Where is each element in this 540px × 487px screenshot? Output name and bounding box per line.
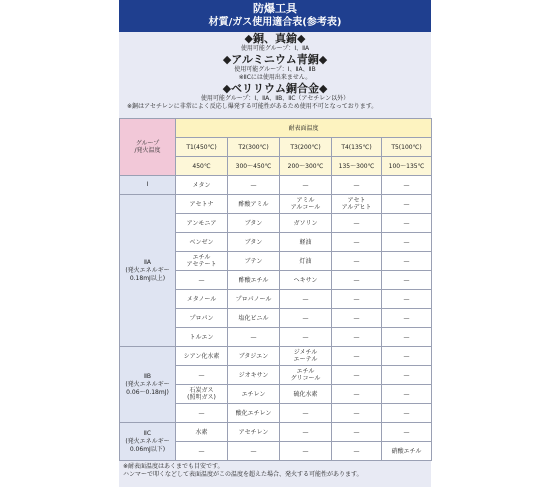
gas-cell: ガソリン bbox=[280, 214, 332, 233]
gas-cell: エチレン bbox=[228, 385, 280, 404]
temp-class-header: T3(200℃) bbox=[280, 138, 332, 157]
gas-cell: — bbox=[382, 271, 432, 290]
title-banner bbox=[119, 0, 431, 32]
temp-range-header: 300～450℃ bbox=[228, 157, 280, 176]
gas-cell: — bbox=[332, 233, 382, 252]
gas-cell: エチル アセテート bbox=[176, 252, 228, 271]
gas-cell: — bbox=[332, 404, 382, 423]
group-label: Ⅰ bbox=[120, 176, 176, 195]
material-name: ◆銅、真鍮◆ bbox=[244, 32, 306, 45]
gas-cell: — bbox=[382, 366, 432, 385]
gas-cell: — bbox=[228, 176, 280, 195]
gas-cell: — bbox=[228, 328, 280, 347]
footer-note bbox=[119, 461, 431, 487]
gas-cell: プロパン bbox=[176, 309, 228, 328]
gas-cell: 酢酸アミル bbox=[228, 195, 280, 214]
temp-range-header: 450℃ bbox=[176, 157, 228, 176]
temp-range-header: 135～300℃ bbox=[332, 157, 382, 176]
gas-cell: ブタン bbox=[228, 214, 280, 233]
gas-cell: — bbox=[382, 385, 432, 404]
gas-cell: — bbox=[382, 347, 432, 366]
gas-cell: — bbox=[382, 328, 432, 347]
gas-cell: 硫化水素 bbox=[280, 385, 332, 404]
temp-range-header: 200～300℃ bbox=[280, 157, 332, 176]
temp-class-header: T5(100℃) bbox=[382, 138, 432, 157]
footer-line: ※耐表面温度はあくまでも目安です。 bbox=[123, 463, 224, 470]
gas-cell: アセチレン bbox=[228, 423, 280, 442]
gas-cell: アセトナ bbox=[176, 195, 228, 214]
gas-cell: 酸化エチレン bbox=[228, 404, 280, 423]
gas-cell: — bbox=[382, 309, 432, 328]
gas-cell: — bbox=[332, 290, 382, 309]
gas-cell: トルエン bbox=[176, 328, 228, 347]
gas-cell: — bbox=[280, 328, 332, 347]
page-subtitle: 材質/ガス使用適合表(参考表) bbox=[208, 17, 342, 28]
material-groups: 使用可能グループ：Ⅰ、ⅡA、ⅡB、ⅡC（アセチレン以外） bbox=[200, 95, 350, 102]
gas-cell: — bbox=[382, 233, 432, 252]
temp-class-header: T4(135℃) bbox=[332, 138, 382, 157]
table-row bbox=[120, 195, 432, 214]
gas-cell: — bbox=[332, 442, 382, 461]
gas-cell: プロパノール bbox=[228, 290, 280, 309]
gas-cell: — bbox=[382, 195, 432, 214]
gas-cell: 軽油 bbox=[280, 233, 332, 252]
gas-cell: メタノール bbox=[176, 290, 228, 309]
gas-cell: — bbox=[382, 176, 432, 195]
gas-cell: 酢酸エチル bbox=[228, 271, 280, 290]
group-header: グループ /発火温度 bbox=[120, 119, 176, 176]
gas-cell: 灯油 bbox=[280, 252, 332, 271]
gas-cell: — bbox=[280, 309, 332, 328]
gas-cell: — bbox=[382, 290, 432, 309]
group-label: ⅡC (発火エネルギー 0.06mJ以下) bbox=[120, 423, 176, 461]
material-name: ◆ベリリウム銅合金◆ bbox=[222, 82, 328, 95]
material-note: ※ⅡCには使用出来ません。 bbox=[238, 74, 312, 81]
gas-cell: — bbox=[332, 385, 382, 404]
group-label: ⅡA (発火エネルギー 0.18mJ以上) bbox=[120, 195, 176, 347]
gas-cell: 硝酸エチル bbox=[382, 442, 432, 461]
gas-cell: — bbox=[228, 442, 280, 461]
gas-cell: メタン bbox=[176, 176, 228, 195]
compatibility-table bbox=[119, 118, 432, 461]
gas-cell: エチル グリコール bbox=[280, 366, 332, 385]
gas-cell: — bbox=[332, 271, 382, 290]
material-info bbox=[119, 32, 431, 118]
gas-cell: — bbox=[176, 404, 228, 423]
gas-cell: — bbox=[332, 309, 382, 328]
gas-cell: アンモニア bbox=[176, 214, 228, 233]
gas-cell: — bbox=[332, 252, 382, 271]
gas-cell: シアン化水素 bbox=[176, 347, 228, 366]
material-groups: 使用可能グループ：Ⅰ、ⅡA、ⅡB bbox=[234, 66, 316, 73]
gas-cell: ベンゼン bbox=[176, 233, 228, 252]
table-row bbox=[120, 176, 432, 195]
footer-line: ハンマーで叩くなどして表面温度がこの温度を超えた場合、発火する可能性があります。 bbox=[123, 471, 363, 478]
gas-cell: — bbox=[332, 366, 382, 385]
gas-cell: ブタン bbox=[228, 233, 280, 252]
gas-cell: ブタジエン bbox=[228, 347, 280, 366]
gas-cell: アミル アルコール bbox=[280, 195, 332, 214]
gas-cell: — bbox=[382, 423, 432, 442]
gas-cell: 石炭ガス (照明ガス) bbox=[176, 385, 228, 404]
gas-cell: — bbox=[280, 404, 332, 423]
gas-cell: — bbox=[332, 347, 382, 366]
temp-class-header: T1(450℃) bbox=[176, 138, 228, 157]
gas-cell: — bbox=[176, 442, 228, 461]
gas-cell: — bbox=[382, 404, 432, 423]
gas-cell: — bbox=[176, 271, 228, 290]
gas-cell: — bbox=[332, 176, 382, 195]
material-groups: 使用可能グループ：Ⅰ、ⅡA bbox=[240, 45, 310, 52]
chart-card bbox=[119, 0, 431, 478]
temp-range-header: 100～135℃ bbox=[382, 157, 432, 176]
temp-class-header: T2(300℃) bbox=[228, 138, 280, 157]
gas-cell: — bbox=[382, 214, 432, 233]
table-row bbox=[120, 347, 432, 366]
gas-cell: — bbox=[382, 252, 432, 271]
gas-cell: 水素 bbox=[176, 423, 228, 442]
material-name: ◆アルミニウム青銅◆ bbox=[222, 53, 328, 66]
gas-cell: 塩化ビニル bbox=[228, 309, 280, 328]
gas-cell: — bbox=[332, 214, 382, 233]
gas-cell: ジメチル エーテル bbox=[280, 347, 332, 366]
material-note: ※銅はアセチレンに非常によく反応し爆発する可能性があるため使用不可となっております。 bbox=[127, 103, 378, 110]
page-title: 防爆工具 bbox=[253, 2, 297, 15]
gas-cell: — bbox=[280, 290, 332, 309]
gas-cell: — bbox=[280, 176, 332, 195]
gas-cell: — bbox=[332, 423, 382, 442]
gas-cell: — bbox=[280, 442, 332, 461]
gas-cell: ヘキサン bbox=[280, 271, 332, 290]
temp-header: 耐表面温度 bbox=[176, 119, 432, 138]
gas-cell: ブテン bbox=[228, 252, 280, 271]
gas-cell: ジオキサン bbox=[228, 366, 280, 385]
gas-cell: — bbox=[332, 328, 382, 347]
gas-cell: — bbox=[176, 366, 228, 385]
table-row bbox=[120, 423, 432, 442]
gas-cell: アセト アルデヒト bbox=[332, 195, 382, 214]
group-label: ⅡB (発火エネルギー 0.06～0.18mJ) bbox=[120, 347, 176, 423]
gas-cell: — bbox=[280, 423, 332, 442]
